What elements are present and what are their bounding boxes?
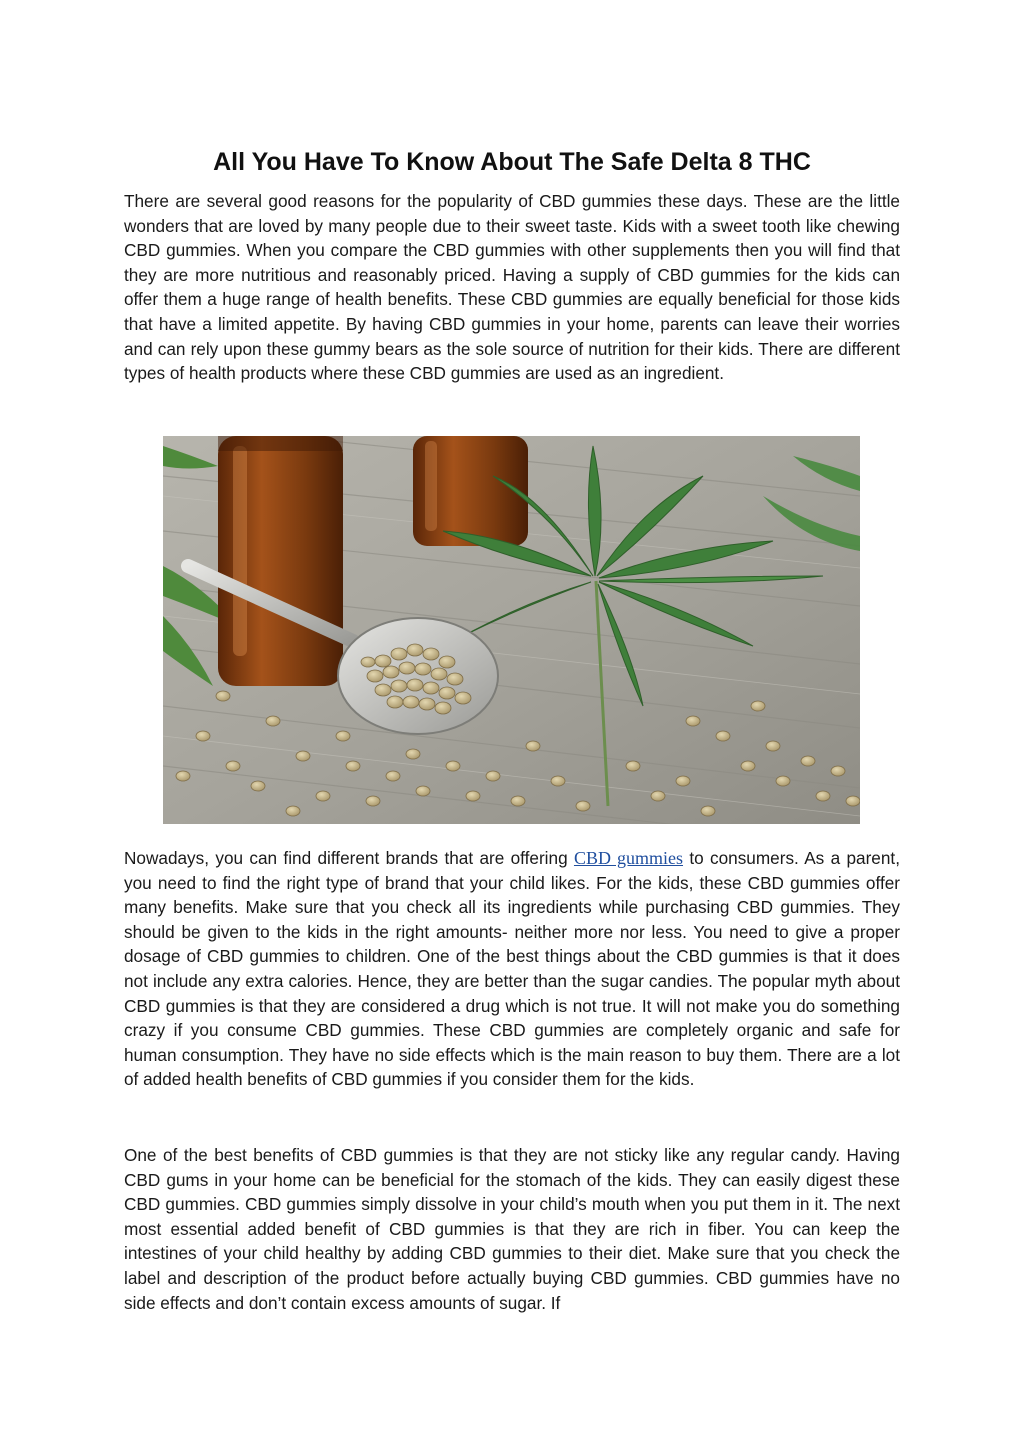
- cbd-gummies-link[interactable]: CBD gummies: [573, 848, 684, 868]
- brands-text-end: to consumers. As a parent, you need to find the right type of brand that your child likes. For the kids, these CBD gummies offer many benefits. Make sure that you check all its ingredients while purchasing CBD gummies. They should be given to the kids in the right amounts- neither more nor less. You need to give a proper dosage of CBD gummies to children. One of the best things about the CBD gummies is that it does not include any extra calories. Hence, they are better than the sugar candies. The popular myth about CBD gummies is that they are considered a drug which is not true. It will not make you do something crazy if you consume CBD gummies. These CBD gummies are completely organic and safe for human consumption. They have no side effects which is the main reason to buy them. There are a lot of added health benefits of CBD gummies if you consider them for the kids.: [124, 848, 900, 1090]
- hemp-illustration: [163, 436, 860, 824]
- oil-bottle-right: [413, 436, 528, 546]
- brands-text-start: Nowadays, you can find different brands that are offering: [124, 848, 574, 868]
- benefits-paragraph: One of the best benefits of CBD gummies is that they are not sticky like any regular candy. Having CBD gums in your home can be beneficial for the stomach of the kids. They can easily digest these CBD gummies. CBD gummies simply dissolve in your child’s mouth when you put them in it. The next most essential added benefit of CBD gummies is that they are rich in fiber. You can keep the intestines of your child healthy by adding CBD gummies to their diet. Make sure that you check the label and description of the product before actually buying CBD gummies. CBD gummies have no side effects and don’t contain excess amounts of sugar. If: [124, 1145, 900, 1313]
- oil-bottle-left: [218, 436, 343, 686]
- hemp-oil-and-seeds-photo: [163, 436, 860, 824]
- brands-paragraph: [124, 846, 900, 1092]
- page-title: All You Have To Know About The Safe Delta 8 THC: [213, 148, 811, 176]
- intro-paragraph: There are several good reasons for the popularity of CBD gummies these days. These are the little wonders that are loved by many people due to their sweet taste. Kids with a sweet tooth like chewing CBD gummies. When you compare the CBD gummies with other supplements then you will find that they are more nutritious and reasonably priced. Having a supply of CBD gummies for the kids can offer them a huge range of health benefits. These CBD gummies are equally beneficial for those kids that have a limited appetite. By having CBD gummies in your home, parents can leave their worries and can rely upon these gummy bears as the sole source of nutrition for their kids. There are different types of health products where these CBD gummies are used as an ingredient.: [124, 191, 900, 384]
